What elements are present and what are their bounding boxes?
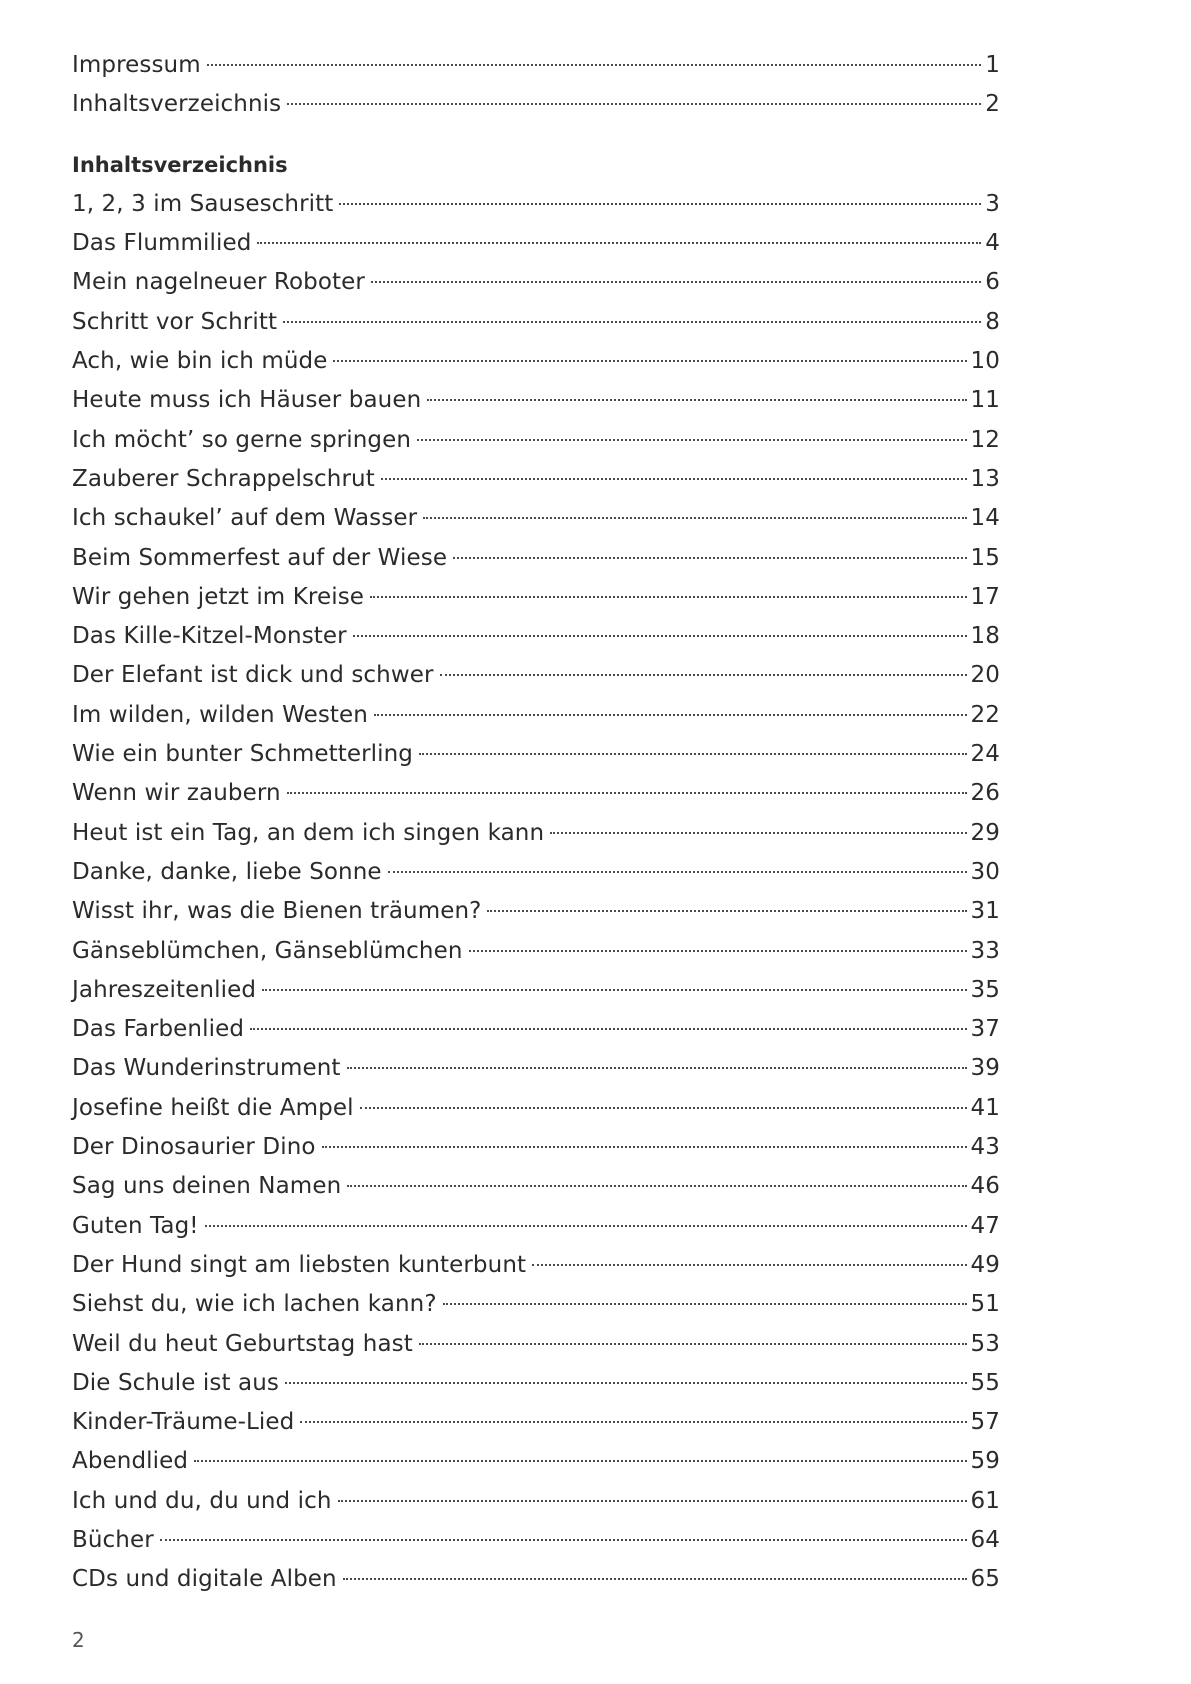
- toc-entry-title: Mein nagelneuer Roboter: [72, 269, 365, 296]
- toc-entry-title: Im wilden, wilden Westen: [72, 701, 368, 728]
- toc-entry-page: 10: [970, 348, 1000, 375]
- table-of-contents: [72, 46, 1000, 1600]
- toc-entry-title: Ich schaukel’ auf dem Wasser: [72, 505, 418, 532]
- toc-entry: [72, 617, 1000, 656]
- toc-entry-title: Wir gehen jetzt im Kreise: [72, 583, 365, 610]
- toc-entry-page: 53: [970, 1330, 1000, 1357]
- toc-entry-title: Sag uns deinen Namen: [72, 1173, 342, 1200]
- toc-entry: [72, 1049, 1000, 1088]
- toc-entry: [72, 46, 1000, 85]
- toc-entry: [72, 303, 1000, 342]
- toc-entry-page: 30: [970, 858, 1000, 885]
- toc-entry-page: 37: [970, 1016, 1000, 1043]
- toc-entry-list: [72, 185, 1000, 1600]
- toc-entry-page: 20: [970, 662, 1000, 689]
- toc-entry: [72, 774, 1000, 813]
- toc-entry-page: 17: [970, 583, 1000, 610]
- toc-entry: [72, 814, 1000, 853]
- toc-entry-page: 47: [970, 1212, 1000, 1239]
- toc-entry-title: Ach, wie bin ich müde: [72, 348, 328, 375]
- toc-entry-page: 2: [985, 91, 1000, 118]
- dot-leader: [339, 203, 981, 205]
- dot-leader: [262, 989, 967, 991]
- toc-entry-page: 4: [985, 230, 1000, 257]
- dot-leader: [419, 753, 967, 755]
- toc-entry-page: 6: [985, 269, 1000, 296]
- toc-heading: Inhaltsverzeichnis: [72, 152, 288, 177]
- dot-leader: [322, 1146, 967, 1148]
- dot-leader: [207, 64, 982, 66]
- dot-leader: [427, 399, 966, 401]
- toc-entry-title: Inhaltsverzeichnis: [72, 91, 282, 118]
- dot-leader: [469, 950, 967, 952]
- toc-entry-page: 1: [985, 52, 1000, 78]
- toc-entry-title: Schritt vor Schritt: [72, 308, 278, 335]
- toc-entry-title: 1, 2, 3 im Sauseschritt: [72, 190, 334, 217]
- toc-entry: [72, 1364, 1000, 1403]
- toc-entry-title: Heut ist ein Tag, an dem ich singen kann: [72, 819, 545, 846]
- dot-leader: [257, 242, 981, 244]
- dot-leader: [287, 103, 981, 105]
- toc-entry-page: 26: [970, 780, 1000, 807]
- toc-entry-title: Weil du heut Geburtstag hast: [72, 1330, 413, 1357]
- toc-entry: [72, 1207, 1000, 1246]
- page-number: 2: [72, 1628, 85, 1652]
- toc-entry-page: 29: [970, 819, 1000, 846]
- dot-leader: [285, 1382, 967, 1384]
- toc-entry-title: Wie ein bunter Schmetterling: [72, 741, 413, 768]
- toc-entry-title: Ich und du, du und ich: [72, 1487, 332, 1514]
- dot-leader: [347, 1067, 967, 1069]
- toc-entry-page: 39: [970, 1055, 1000, 1082]
- toc-entry-page: 24: [970, 741, 1000, 768]
- toc-entry: [72, 85, 1000, 124]
- dot-leader: [343, 1578, 967, 1580]
- dot-leader: [381, 478, 967, 480]
- dot-leader: [250, 1028, 967, 1030]
- toc-entry: [72, 499, 1000, 538]
- toc-entry-page: 49: [970, 1251, 1000, 1278]
- toc-entry: [72, 1403, 1000, 1442]
- toc-entry-title: Das Kille-Kitzel-Monster: [72, 623, 347, 650]
- toc-entry: [72, 1325, 1000, 1364]
- toc-entry-title: Impressum: [72, 52, 201, 78]
- toc-entry: [72, 1246, 1000, 1285]
- toc-entry-title: Abendlied: [72, 1448, 189, 1475]
- toc-entry-page: 14: [970, 505, 1000, 532]
- toc-entry: [72, 971, 1000, 1010]
- toc-entry-page: 31: [970, 898, 1000, 925]
- dot-leader: [194, 1460, 966, 1462]
- toc-entry-title: Guten Tag!: [72, 1212, 199, 1239]
- dot-leader: [287, 792, 967, 794]
- toc-entry: [72, 460, 1000, 499]
- toc-entry-title: Zauberer Schrappelschrut: [72, 465, 375, 492]
- toc-entry: [72, 735, 1000, 774]
- toc-entry: [72, 539, 1000, 578]
- toc-entry: [72, 1442, 1000, 1481]
- toc-entry-title: Wenn wir zaubern: [72, 780, 281, 807]
- toc-entry: [72, 656, 1000, 695]
- dot-leader: [487, 910, 966, 912]
- toc-entry: [72, 932, 1000, 971]
- toc-entry-title: Das Wunderinstrument: [72, 1055, 341, 1082]
- toc-entry: [72, 1285, 1000, 1324]
- toc-entry-title: Die Schule ist aus: [72, 1369, 279, 1396]
- dot-leader: [453, 557, 966, 559]
- toc-entry: [72, 421, 1000, 460]
- toc-entry-title: CDs und digitale Alben: [72, 1566, 337, 1593]
- toc-entry-title: Der Elefant ist dick und schwer: [72, 662, 434, 689]
- toc-entry-page: 11: [970, 387, 1000, 414]
- dot-leader: [370, 596, 966, 598]
- toc-entry-title: Der Hund singt am liebsten kunterbunt: [72, 1251, 527, 1278]
- toc-entry-title: Heute muss ich Häuser bauen: [72, 387, 422, 414]
- toc-entry: [72, 1482, 1000, 1521]
- toc-entry: [72, 696, 1000, 735]
- toc-entry-page: 41: [970, 1094, 1000, 1121]
- front-matter-list: [72, 46, 1000, 125]
- toc-entry-page: 33: [970, 937, 1000, 964]
- toc-entry: [72, 892, 1000, 931]
- dot-leader: [300, 1421, 966, 1423]
- dot-leader: [423, 517, 966, 519]
- toc-entry-title: Ich möcht’ so gerne springen: [72, 426, 411, 453]
- toc-entry-title: Das Farbenlied: [72, 1016, 245, 1043]
- dot-leader: [532, 1264, 966, 1266]
- toc-entry: [72, 1521, 1000, 1560]
- dot-leader: [440, 674, 967, 676]
- toc-entry-title: Siehst du, wie ich lachen kann?: [72, 1291, 437, 1318]
- toc-entry: [72, 1560, 1000, 1599]
- dot-leader: [160, 1539, 967, 1541]
- toc-entry-page: 65: [970, 1566, 1000, 1593]
- toc-entry: [72, 381, 1000, 420]
- toc-entry: [72, 853, 1000, 892]
- toc-entry-title: Jahreszeitenlied: [72, 976, 257, 1003]
- toc-entry-title: Beim Sommerfest auf der Wiese: [72, 544, 448, 571]
- dot-leader: [205, 1225, 967, 1227]
- dot-leader: [419, 1343, 967, 1345]
- dot-leader: [333, 360, 966, 362]
- toc-entry-page: 46: [970, 1173, 1000, 1200]
- toc-entry-title: Bücher: [72, 1526, 154, 1553]
- toc-entry: [72, 263, 1000, 302]
- toc-entry-page: 3: [985, 190, 1000, 217]
- dot-leader: [443, 1303, 967, 1305]
- toc-entry-page: 57: [970, 1409, 1000, 1436]
- toc-entry-title: Wisst ihr, was die Bienen träumen?: [72, 898, 482, 925]
- dot-leader: [283, 321, 981, 323]
- toc-entry-page: 43: [970, 1134, 1000, 1161]
- dot-leader: [374, 714, 967, 716]
- toc-entry-page: 64: [970, 1526, 1000, 1553]
- toc-entry-page: 18: [970, 623, 1000, 650]
- dot-leader: [353, 635, 967, 637]
- toc-entry-title: Gänseblümchen, Gänseblümchen: [72, 937, 463, 964]
- toc-entry-page: 59: [970, 1448, 1000, 1475]
- toc-entry: [72, 1167, 1000, 1206]
- toc-entry: [72, 578, 1000, 617]
- toc-entry-title: Kinder-Träume-Lied: [72, 1409, 295, 1436]
- toc-entry-page: 15: [970, 544, 1000, 571]
- toc-entry: [72, 342, 1000, 381]
- dot-leader: [388, 871, 967, 873]
- toc-entry-page: 22: [970, 701, 1000, 728]
- toc-entry-page: 55: [970, 1369, 1000, 1396]
- dot-leader: [360, 1107, 967, 1109]
- toc-entry-title: Der Dinosaurier Dino: [72, 1134, 316, 1161]
- toc-entry-page: 35: [970, 976, 1000, 1003]
- dot-leader: [347, 1185, 966, 1187]
- toc-entry-title: Danke, danke, liebe Sonne: [72, 858, 382, 885]
- toc-entry: [72, 1089, 1000, 1128]
- toc-entry-page: 13: [970, 465, 1000, 492]
- dot-leader: [371, 281, 981, 283]
- dot-leader: [338, 1500, 967, 1502]
- dot-leader: [417, 439, 967, 441]
- toc-entry-page: 8: [985, 308, 1000, 335]
- toc-entry: [72, 1128, 1000, 1167]
- dot-leader: [550, 832, 966, 834]
- toc-entry-page: 51: [970, 1291, 1000, 1318]
- toc-entry: [72, 224, 1000, 263]
- toc-entry-page: 61: [970, 1487, 1000, 1514]
- toc-entry-title: Das Flummilied: [72, 230, 252, 257]
- toc-entry-title: Josefine heißt die Ampel: [72, 1094, 354, 1121]
- toc-entry: [72, 1010, 1000, 1049]
- toc-entry: [72, 185, 1000, 224]
- toc-entry-page: 12: [970, 426, 1000, 453]
